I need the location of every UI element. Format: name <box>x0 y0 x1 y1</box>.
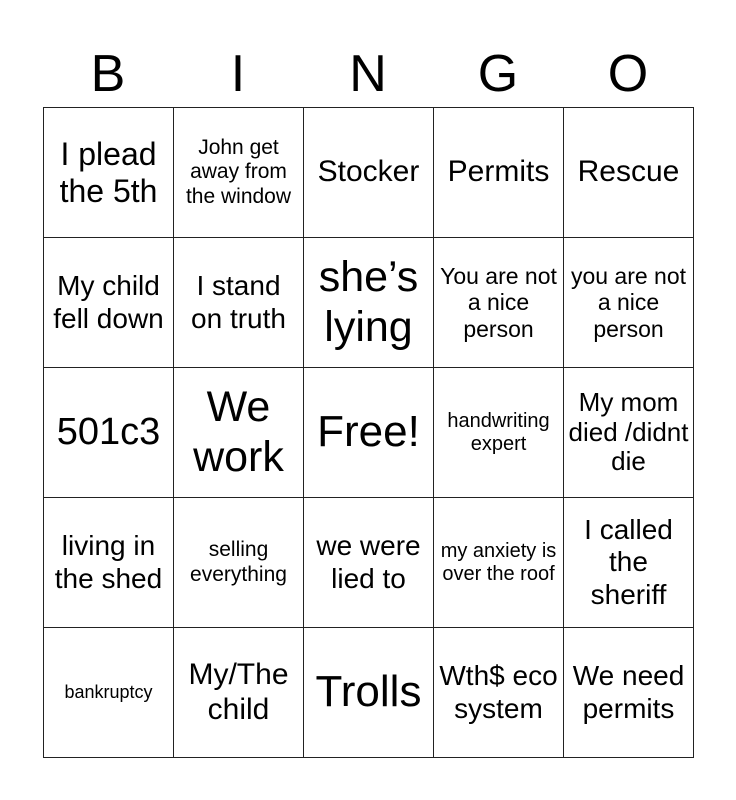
bingo-cell[interactable]: selling everything <box>174 498 304 628</box>
bingo-cell[interactable]: My mom died /didnt die <box>564 368 694 498</box>
header-letter-n: N <box>349 45 387 103</box>
header-letter-b: B <box>90 45 126 103</box>
bingo-cell[interactable]: My/The child <box>174 628 304 758</box>
bingo-cell[interactable]: Permits <box>434 108 564 238</box>
bingo-cell[interactable]: I stand on truth <box>174 238 304 368</box>
bingo-cell[interactable]: she’s lying <box>304 238 434 368</box>
bingo-cell[interactable]: I plead the 5th <box>44 108 174 238</box>
bingo-header <box>43 40 693 108</box>
board-row <box>44 498 694 628</box>
board-row <box>44 628 694 758</box>
header-letter-i: I <box>230 45 246 103</box>
bingo-cell[interactable]: You are not a nice person <box>434 238 564 368</box>
board-row <box>44 368 694 498</box>
header-letter-o: O <box>607 45 649 103</box>
bingo-cell[interactable]: Wth$ eco system <box>434 628 564 758</box>
bingo-cell[interactable]: we were lied to <box>304 498 434 628</box>
board-row <box>44 108 694 238</box>
header-letter-g: G <box>477 45 519 103</box>
bingo-cell[interactable]: Trolls <box>304 628 434 758</box>
board-row <box>44 238 694 368</box>
bingo-cell[interactable]: handwriting expert <box>434 368 564 498</box>
bingo-cell[interactable]: living in the shed <box>44 498 174 628</box>
bingo-cell[interactable]: John get away from the window <box>174 108 304 238</box>
bingo-cell[interactable]: We work <box>174 368 304 498</box>
bingo-cell[interactable]: 501c3 <box>44 368 174 498</box>
bingo-board <box>43 107 694 758</box>
bingo-cell[interactable]: Stocker <box>304 108 434 238</box>
bingo-cell[interactable]: you are not a nice person <box>564 238 694 368</box>
bingo-cell[interactable]: Rescue <box>564 108 694 238</box>
bingo-cell[interactable]: bankruptcy <box>44 628 174 758</box>
bingo-cell[interactable]: My child fell down <box>44 238 174 368</box>
bingo-cell[interactable]: We need permits <box>564 628 694 758</box>
bingo-cell[interactable]: I called the sheriff <box>564 498 694 628</box>
bingo-cell[interactable]: Free! <box>304 368 434 498</box>
bingo-cell[interactable]: my anxiety is over the roof <box>434 498 564 628</box>
